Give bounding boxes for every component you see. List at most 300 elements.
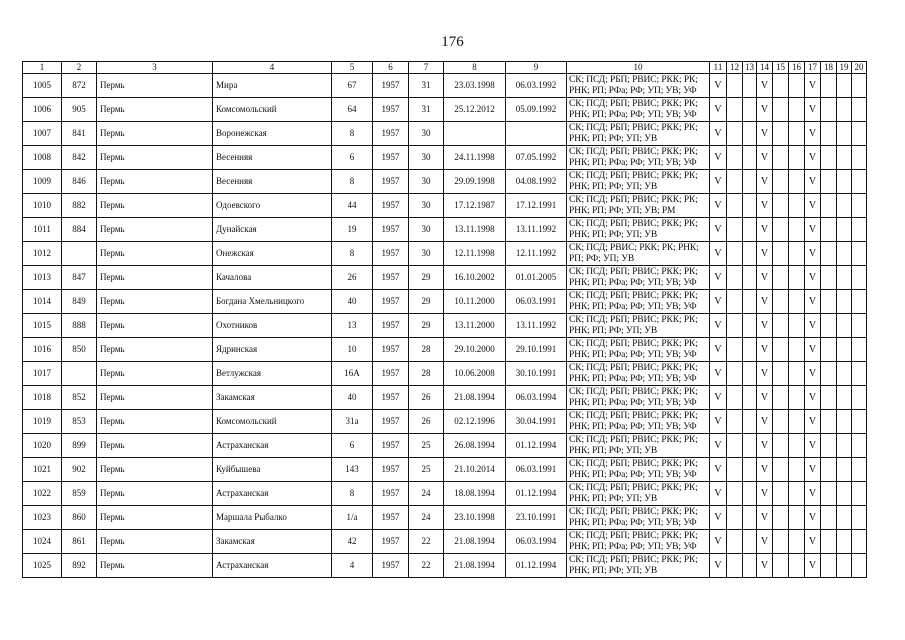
row-number-cell: 1006 [23,98,62,122]
mark-cell [727,554,743,578]
mark-cell [773,530,789,554]
column-header: 4 [213,62,332,74]
mark-cell [789,266,805,290]
mark-cell: V [805,338,821,362]
register-body [23,74,867,578]
count-cell: 30 [409,194,444,218]
mark-cell [852,530,867,554]
date-cell: 07.05.1992 [506,146,567,170]
city-cell: Пермь [97,242,213,266]
mark-cell: V [805,362,821,386]
register-table [22,61,867,578]
column-header: 3 [97,62,213,74]
mark-cell: V [710,338,727,362]
mark-cell: V [757,314,773,338]
count-cell: 28 [409,362,444,386]
mark-cell: V [757,74,773,98]
mark-cell [821,98,837,122]
object-id-cell: 884 [62,218,97,242]
mark-cell [789,194,805,218]
mark-cell [789,434,805,458]
mark-cell: V [710,242,727,266]
table-row [23,458,867,482]
mark-cell: V [805,314,821,338]
mark-cell [727,530,743,554]
mark-cell [837,266,852,290]
mark-cell: V [710,410,727,434]
table-row [23,314,867,338]
table-row [23,410,867,434]
row-number-cell: 1018 [23,386,62,410]
count-cell: 30 [409,122,444,146]
city-cell: Пермь [97,386,213,410]
house-number-cell: 26 [332,266,373,290]
year-cell: 1957 [373,218,409,242]
date-cell: 01.01.2005 [506,266,567,290]
year-cell: 1957 [373,362,409,386]
mark-cell [727,290,743,314]
mark-cell [773,290,789,314]
mark-cell [837,338,852,362]
mark-cell [821,266,837,290]
mark-cell [789,338,805,362]
year-cell: 1957 [373,74,409,98]
codes-cell: СК; ПСД; РБП; РВИС; РКК; РК; РНК; РП; РФа; РФ; УП; УВ; УФ [567,266,710,290]
mark-cell [821,170,837,194]
mark-cell: V [805,170,821,194]
count-cell: 29 [409,290,444,314]
mark-cell: V [710,506,727,530]
street-cell: Дунайская [213,218,332,242]
mark-cell [821,410,837,434]
table-row [23,122,867,146]
date-cell: 17.12.1987 [444,194,506,218]
column-header: 16 [789,62,805,74]
mark-cell [789,98,805,122]
mark-cell [743,338,757,362]
column-header: 18 [821,62,837,74]
mark-cell [727,314,743,338]
year-cell: 1957 [373,314,409,338]
mark-cell [837,98,852,122]
mark-cell [852,218,867,242]
mark-cell [837,506,852,530]
table-row [23,194,867,218]
mark-cell: V [710,554,727,578]
column-header: 7 [409,62,444,74]
mark-cell [727,482,743,506]
house-number-cell: 42 [332,530,373,554]
mark-cell [852,170,867,194]
year-cell: 1957 [373,122,409,146]
year-cell: 1957 [373,434,409,458]
mark-cell [789,146,805,170]
mark-cell: V [710,146,727,170]
date-cell: 10.11.2000 [444,290,506,314]
date-cell: 06.03.1991 [506,458,567,482]
codes-cell: СК; ПСД; РБП; РВИС; РКК; РК; РНК; РП; РФ; УП; УВ [567,170,710,194]
mark-cell [773,194,789,218]
house-number-cell: 16А [332,362,373,386]
street-cell: Богдана Хмельницкого [213,290,332,314]
table-row [23,530,867,554]
mark-cell [789,482,805,506]
mark-cell [743,290,757,314]
mark-cell [821,434,837,458]
date-cell: 12.11.1998 [444,242,506,266]
row-number-cell: 1007 [23,122,62,146]
mark-cell [743,122,757,146]
city-cell: Пермь [97,530,213,554]
mark-cell [789,410,805,434]
object-id-cell: 861 [62,530,97,554]
mark-cell [743,242,757,266]
mark-cell [727,98,743,122]
date-cell: 25.12.2012 [444,98,506,122]
mark-cell [821,506,837,530]
object-id-cell: 859 [62,482,97,506]
mark-cell [821,74,837,98]
mark-cell [789,122,805,146]
mark-cell [821,554,837,578]
mark-cell: V [710,290,727,314]
year-cell: 1957 [373,530,409,554]
city-cell: Пермь [97,410,213,434]
mark-cell [837,122,852,146]
count-cell: 30 [409,146,444,170]
mark-cell [837,194,852,218]
object-id-cell: 849 [62,290,97,314]
object-id-cell: 888 [62,314,97,338]
street-cell: Астраханская [213,482,332,506]
mark-cell [727,458,743,482]
mark-cell [727,146,743,170]
year-cell: 1957 [373,410,409,434]
mark-cell: V [805,530,821,554]
codes-cell: СК; ПСД; РВИС; РКК; РК; РНК; РП; РФ; УП; УВ [567,242,710,266]
street-cell: Качалова [213,266,332,290]
count-cell: 24 [409,506,444,530]
mark-cell [789,506,805,530]
mark-cell: V [805,554,821,578]
mark-cell: V [805,506,821,530]
date-cell: 06.03.1994 [506,530,567,554]
object-id-cell: 846 [62,170,97,194]
mark-cell [773,362,789,386]
row-number-cell: 1017 [23,362,62,386]
object-id-cell: 852 [62,386,97,410]
city-cell: Пермь [97,554,213,578]
column-header: 9 [506,62,567,74]
row-number-cell: 1024 [23,530,62,554]
mark-cell [852,74,867,98]
street-cell: Маршала Рыбалко [213,506,332,530]
column-header: 5 [332,62,373,74]
mark-cell: V [757,530,773,554]
mark-cell: V [710,458,727,482]
mark-cell: V [710,530,727,554]
house-number-cell: 4 [332,554,373,578]
mark-cell [852,434,867,458]
mark-cell [727,74,743,98]
table-row [23,338,867,362]
house-number-cell: 143 [332,458,373,482]
mark-cell: V [805,290,821,314]
mark-cell [743,146,757,170]
date-cell: 21.08.1994 [444,530,506,554]
column-header: 14 [757,62,773,74]
street-cell: Закамская [213,530,332,554]
mark-cell: V [710,98,727,122]
mark-cell [821,122,837,146]
mark-cell: V [805,434,821,458]
mark-cell [821,362,837,386]
table-row [23,266,867,290]
row-number-cell: 1014 [23,290,62,314]
table-row [23,482,867,506]
city-cell: Пермь [97,362,213,386]
mark-cell [743,530,757,554]
house-number-cell: 40 [332,386,373,410]
street-cell: Ветлужская [213,362,332,386]
count-cell: 30 [409,218,444,242]
date-cell: 13.11.1992 [506,314,567,338]
codes-cell: СК; ПСД; РБП; РВИС; РКК; РК; РНК; РП; РФ; УП; УВ [567,314,710,338]
mark-cell [852,146,867,170]
date-cell: 01.12.1994 [506,554,567,578]
mark-cell: V [757,554,773,578]
mark-cell [789,218,805,242]
mark-cell [773,170,789,194]
mark-cell: V [805,386,821,410]
mark-cell [852,242,867,266]
year-cell: 1957 [373,482,409,506]
year-cell: 1957 [373,194,409,218]
mark-cell: V [805,410,821,434]
mark-cell: V [757,338,773,362]
table-row [23,290,867,314]
street-cell: Комсомольский [213,410,332,434]
mark-cell [743,314,757,338]
mark-cell [789,386,805,410]
street-cell: Воронежская [213,122,332,146]
house-number-cell: 64 [332,98,373,122]
mark-cell [837,410,852,434]
table-row [23,74,867,98]
mark-cell: V [710,74,727,98]
date-cell: 21.08.1994 [444,554,506,578]
date-cell: 29.10.1991 [506,338,567,362]
city-cell: Пермь [97,74,213,98]
mark-cell [789,74,805,98]
house-number-cell: 8 [332,170,373,194]
codes-cell: СК; ПСД; РБП; РВИС; РКК; РК; РНК; РП; РФа; РФ; УП; УВ; УФ [567,362,710,386]
date-cell: 06.03.1992 [506,74,567,98]
mark-cell [789,458,805,482]
table-row [23,434,867,458]
mark-cell [852,482,867,506]
mark-cell: V [757,506,773,530]
street-cell: Астраханская [213,554,332,578]
object-id-cell: 850 [62,338,97,362]
mark-cell [773,98,789,122]
mark-cell [852,314,867,338]
city-cell: Пермь [97,290,213,314]
codes-cell: СК; ПСД; РБП; РВИС; РКК; РК; РНК; РП; РФа; РФ; УП; УВ; УФ [567,98,710,122]
mark-cell [773,314,789,338]
mark-cell [821,218,837,242]
mark-cell [727,410,743,434]
mark-cell [852,338,867,362]
mark-cell: V [710,218,727,242]
row-number-cell: 1011 [23,218,62,242]
date-cell: 29.09.1998 [444,170,506,194]
house-number-cell: 40 [332,290,373,314]
mark-cell [837,218,852,242]
mark-cell [727,338,743,362]
year-cell: 1957 [373,290,409,314]
date-cell: 21.08.1994 [444,386,506,410]
date-cell: 10.06.2008 [444,362,506,386]
row-number-cell: 1025 [23,554,62,578]
mark-cell [789,530,805,554]
count-cell: 29 [409,314,444,338]
mark-cell: V [757,122,773,146]
mark-cell [837,434,852,458]
mark-cell: V [805,218,821,242]
object-id-cell: 847 [62,266,97,290]
date-cell: 05.09.1992 [506,98,567,122]
page-number: 176 [441,34,464,50]
mark-cell [821,530,837,554]
mark-cell [789,314,805,338]
mark-cell [773,218,789,242]
mark-cell [727,362,743,386]
year-cell: 1957 [373,554,409,578]
mark-cell: V [710,434,727,458]
codes-cell: СК; ПСД; РБП; РВИС; РКК; РК; РНК; РП; РФ; УП; УВ [567,554,710,578]
count-cell: 26 [409,410,444,434]
mark-cell [837,290,852,314]
mark-cell: V [757,146,773,170]
street-cell: Комсомольский [213,98,332,122]
mark-cell: V [805,98,821,122]
mark-cell: V [805,266,821,290]
date-cell: 01.12.1994 [506,482,567,506]
codes-cell: СК; ПСД; РБП; РВИС; РКК; РК; РНК; РП; РФа; РФ; УП; УВ; УФ [567,338,710,362]
date-cell: 24.11.1998 [444,146,506,170]
mark-cell [743,434,757,458]
mark-cell [773,386,789,410]
object-id-cell: 872 [62,74,97,98]
mark-cell [789,362,805,386]
mark-cell [727,434,743,458]
count-cell: 25 [409,434,444,458]
date-cell: 02.12.1996 [444,410,506,434]
street-cell: Одоевского [213,194,332,218]
count-cell: 22 [409,554,444,578]
mark-cell [743,194,757,218]
count-cell: 30 [409,242,444,266]
mark-cell [837,170,852,194]
mark-cell [789,554,805,578]
table-row [23,98,867,122]
mark-cell [773,506,789,530]
date-cell: 16.10.2002 [444,266,506,290]
street-cell: Онежская [213,242,332,266]
mark-cell [821,194,837,218]
row-number-cell: 1020 [23,434,62,458]
codes-cell: СК; ПСД; РБП; РВИС; РКК; РК; РНК; РП; РФ; УП; УВ [567,482,710,506]
date-cell: 13.11.1998 [444,218,506,242]
object-id-cell: 842 [62,146,97,170]
object-id-cell: 892 [62,554,97,578]
mark-cell [773,482,789,506]
city-cell: Пермь [97,338,213,362]
mark-cell [789,290,805,314]
mark-cell: V [757,290,773,314]
row-number-cell: 1010 [23,194,62,218]
count-cell: 25 [409,458,444,482]
codes-cell: СК; ПСД; РБП; РВИС; РКК; РК; РНК; РП; РФа; РФ; УП; УВ; УФ [567,146,710,170]
house-number-cell: 44 [332,194,373,218]
mark-cell [743,170,757,194]
house-number-cell: 8 [332,122,373,146]
date-cell: 26.08.1994 [444,434,506,458]
mark-cell [773,266,789,290]
city-cell: Пермь [97,314,213,338]
object-id-cell: 853 [62,410,97,434]
row-number-cell: 1023 [23,506,62,530]
column-header: 10 [567,62,710,74]
city-cell: Пермь [97,146,213,170]
object-id-cell: 841 [62,122,97,146]
count-cell: 29 [409,266,444,290]
object-id-cell: 902 [62,458,97,482]
object-id-cell: 860 [62,506,97,530]
date-cell: 23.03.1998 [444,74,506,98]
object-id-cell [62,242,97,266]
mark-cell: V [757,362,773,386]
mark-cell: V [805,194,821,218]
table-row [23,170,867,194]
date-cell: 17.12.1991 [506,194,567,218]
mark-cell [743,410,757,434]
mark-cell [743,218,757,242]
mark-cell [743,266,757,290]
mark-cell [837,74,852,98]
mark-cell: V [757,410,773,434]
mark-cell: V [805,242,821,266]
street-cell: Астраханская [213,434,332,458]
mark-cell: V [710,266,727,290]
mark-cell [743,482,757,506]
mark-cell [743,74,757,98]
codes-cell: СК; ПСД; РБП; РВИС; РКК; РК; РНК; РП; РФа; РФ; УП; УВ; УФ [567,410,710,434]
row-number-cell: 1009 [23,170,62,194]
year-cell: 1957 [373,170,409,194]
year-cell: 1957 [373,458,409,482]
street-cell: Охотников [213,314,332,338]
house-number-cell: 8 [332,242,373,266]
city-cell: Пермь [97,170,213,194]
city-cell: Пермь [97,98,213,122]
mark-cell: V [710,314,727,338]
mark-cell: V [757,194,773,218]
mark-cell [852,122,867,146]
house-number-cell: 6 [332,146,373,170]
date-cell: 13.11.2000 [444,314,506,338]
